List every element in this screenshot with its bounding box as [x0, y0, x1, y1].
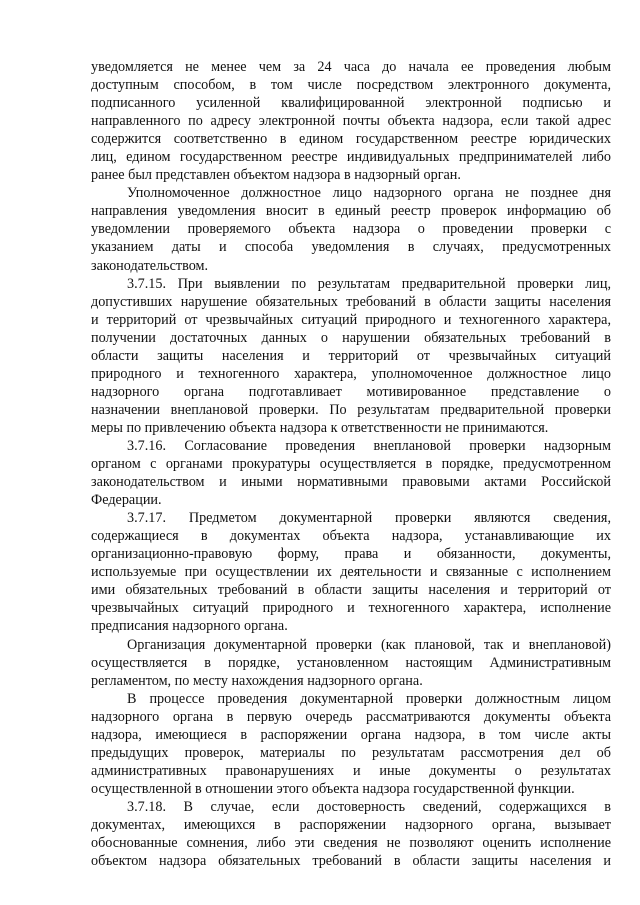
text-line: объектом надзора обязательных требований в области защиты населения и: [91, 853, 611, 870]
text-line: содержится соответственно в едином государственном реестре юридических: [91, 131, 611, 148]
paragraph-3-7-15: [91, 275, 611, 437]
text-line: организационно-правовую форму, права и обязанности, документы,: [91, 546, 611, 563]
text-line: назначении внеплановой проверки. По результатам предварительной проверки: [91, 401, 611, 418]
text-line: Уполномоченное должностное лицо надзорного органа не позднее дня: [127, 185, 611, 202]
paragraph-notification-method: [91, 58, 611, 184]
paragraph-registry-entry: [91, 184, 611, 274]
text-line: доступным способом, в том числе посредством электронного документа,: [91, 77, 611, 94]
text-line: 3.7.15. При выявлении по результатам предварительной проверки лиц,: [127, 275, 611, 292]
text-line: чрезвычайных ситуаций природного и техногенного характера, исполнение: [91, 600, 611, 617]
text-line: направленного по адресу электронной почты объекта надзора, если такой адрес: [91, 113, 611, 130]
text-line: ими обязательных требований в области защиты населения и территорий от: [91, 582, 611, 599]
text-line: меры по привлечению объекта надзора к ответственности не принимаются.: [91, 419, 549, 436]
text-line: предписания надзорного органа.: [91, 618, 288, 635]
text-line: лиц, едином государственном реестре индивидуальных предпринимателей либо: [91, 149, 611, 166]
text-line: 3.7.18. В случае, если достоверность сведений, содержащихся в: [127, 798, 611, 815]
text-line: допустивших нарушение обязательных требований в области защиты населения: [91, 293, 611, 310]
text-line: 3.7.17. Предметом документарной проверки являются сведения,: [127, 510, 611, 527]
text-line: В процессе проведения документарной проверки должностным лицом: [127, 690, 611, 707]
text-line: надзорного органа подготавливает мотивированное представление о: [91, 383, 611, 400]
text-line: уведомляется не менее чем за 24 часа до начала ее проведения любым: [91, 59, 611, 75]
text-line: 3.7.16. Согласование проведения внеплановой проверки надзорным: [127, 437, 611, 454]
text-line: осуществляется в порядке, установленном настоящим Административным: [91, 654, 611, 671]
document-page: [91, 58, 611, 870]
text-line: надзора, имеющиеся в распоряжении органа надзора, в том числе акты: [91, 726, 611, 743]
text-line: Федерации.: [91, 492, 162, 509]
text-line: Организация документарной проверки (как плановой, так и внеплановой): [127, 636, 611, 653]
paragraph-review-process: [91, 690, 611, 798]
text-line: и территорий от чрезвычайных ситуаций природного и техногенного характера,: [91, 311, 611, 328]
text-line: содержащиеся в документах объекта надзора, устанавливающие их: [91, 528, 611, 545]
text-line: надзорного органа в первую очередь рассматриваются документы объекта: [91, 708, 611, 725]
text-line: области защиты населения и территорий от чрезвычайных ситуаций: [91, 347, 611, 364]
text-line: осуществленной в отношении этого объекта надзора государственной функции.: [91, 780, 575, 797]
text-line: получении достаточных данных о нарушении обязательных требований в: [91, 329, 611, 346]
text-line: направления уведомления вносит в единый реестр проверок информацию об: [91, 203, 611, 220]
text-line: документах, имеющихся в распоряжении надзорного органа, вызывает: [91, 816, 611, 833]
text-line: административных правонарушениях и иные документы о результатах: [91, 762, 611, 779]
text-line: природного и техногенного характера, уполномоченное должностное лицо: [91, 365, 611, 382]
text-line: законодательством и иными нормативными правовыми актами Российской: [91, 474, 611, 491]
text-line: используемые при осуществлении их деятельности и связанные с исполнением: [91, 564, 611, 581]
paragraph-3-7-17: [91, 509, 611, 635]
text-line: регламентом, по месту нахождения надзорного органа.: [91, 672, 423, 689]
text-line: уведомлении проверяемого объекта надзора о проведении проверки с: [91, 221, 611, 238]
text-line: обоснованные сомнения, либо эти сведения не позволяют оценить исполнение: [91, 835, 611, 852]
text-line: предыдущих проверок, материалы по результатам рассмотрения дел об: [91, 744, 611, 761]
paragraph-3-7-18: [91, 798, 611, 870]
paragraph-3-7-16: [91, 437, 611, 509]
text-line: законодательством.: [91, 257, 209, 274]
text-line: органом с органами прокуратуры осуществляется в порядке, предусмотренном: [91, 456, 611, 473]
paragraph-organization: [91, 636, 611, 690]
text-line: ранее был представлен объектом надзора в надзорный орган.: [91, 167, 461, 184]
text-line: подписанного усиленной квалифицированной электронной подписью и: [91, 95, 611, 112]
text-line: указанием даты и способа уведомления в случаях, предусмотренных: [91, 239, 611, 256]
